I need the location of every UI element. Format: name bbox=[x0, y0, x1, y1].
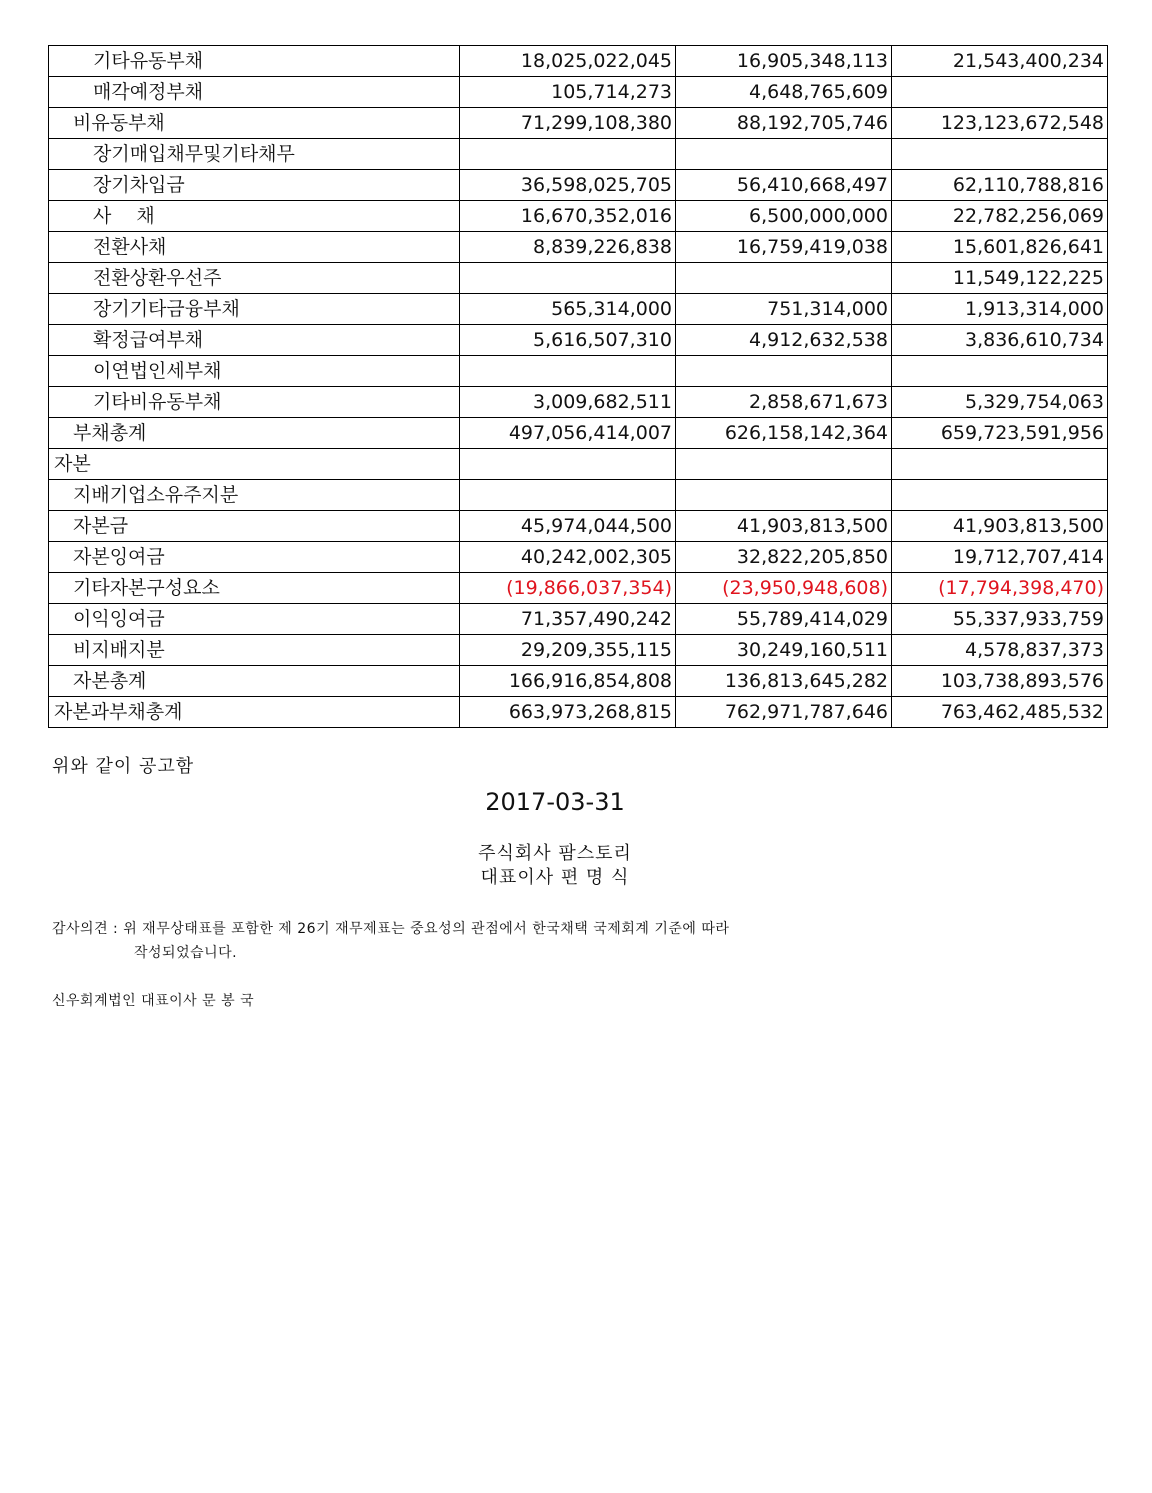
table-row bbox=[49, 449, 1108, 480]
amount-cell: 40,242,002,305 bbox=[460, 542, 676, 573]
amount-cell: 3,009,682,511 bbox=[460, 387, 676, 418]
amount-cell: (19,866,037,354) bbox=[460, 573, 676, 604]
amount-cell: 8,839,226,838 bbox=[460, 232, 676, 263]
amount-cell: 15,601,826,641 bbox=[892, 232, 1108, 263]
row-label: 기타비유동부채 bbox=[49, 387, 460, 418]
table-row bbox=[49, 170, 1108, 201]
amount-cell bbox=[676, 449, 892, 480]
amount-cell bbox=[676, 263, 892, 294]
row-label: 자본잉여금 bbox=[49, 542, 460, 573]
amount-cell: 55,789,414,029 bbox=[676, 604, 892, 635]
balance-sheet-body bbox=[49, 46, 1108, 728]
table-row bbox=[49, 542, 1108, 573]
table-row bbox=[49, 666, 1108, 697]
announcement-date: 2017-03-31 bbox=[485, 788, 625, 816]
amount-cell bbox=[460, 139, 676, 170]
ceo-name: 대표이사 편 명 식 bbox=[480, 867, 630, 888]
amount-cell: 166,916,854,808 bbox=[460, 666, 676, 697]
audit-opinion-line2: 작성되었습니다. bbox=[134, 945, 238, 961]
amount-cell: 565,314,000 bbox=[460, 294, 676, 325]
amount-cell: 5,616,507,310 bbox=[460, 325, 676, 356]
amount-cell bbox=[676, 139, 892, 170]
row-label: 자본금 bbox=[49, 511, 460, 542]
amount-cell: 751,314,000 bbox=[676, 294, 892, 325]
table-row bbox=[49, 108, 1108, 139]
table-row bbox=[49, 232, 1108, 263]
table-row bbox=[49, 480, 1108, 511]
amount-cell: 41,903,813,500 bbox=[676, 511, 892, 542]
amount-cell: (23,950,948,608) bbox=[676, 573, 892, 604]
row-label: 지배기업소유주지분 bbox=[49, 480, 460, 511]
amount-cell bbox=[460, 263, 676, 294]
amount-cell: 21,543,400,234 bbox=[892, 46, 1108, 77]
table-row bbox=[49, 356, 1108, 387]
row-label: 기타자본구성요소 bbox=[49, 573, 460, 604]
amount-cell bbox=[460, 356, 676, 387]
amount-cell: 30,249,160,511 bbox=[676, 635, 892, 666]
row-label: 부채총계 bbox=[49, 418, 460, 449]
row-label: 비유동부채 bbox=[49, 108, 460, 139]
amount-cell: 136,813,645,282 bbox=[676, 666, 892, 697]
amount-cell: 1,913,314,000 bbox=[892, 294, 1108, 325]
notice-text: 위와 같이 공고함 bbox=[52, 756, 195, 777]
amount-cell bbox=[676, 480, 892, 511]
amount-cell: 19,712,707,414 bbox=[892, 542, 1108, 573]
row-label: 전환상환우선주 bbox=[49, 263, 460, 294]
row-label: 장기매입채무및기타채무 bbox=[49, 139, 460, 170]
amount-cell: 88,192,705,746 bbox=[676, 108, 892, 139]
amount-cell: 41,903,813,500 bbox=[892, 511, 1108, 542]
table-row bbox=[49, 294, 1108, 325]
amount-cell: 11,549,122,225 bbox=[892, 263, 1108, 294]
amount-cell: 4,578,837,373 bbox=[892, 635, 1108, 666]
row-label: 장기차입금 bbox=[49, 170, 460, 201]
table-row bbox=[49, 139, 1108, 170]
audit-opinion-line1: 감사의견 : 위 재무상태표를 포함한 제 26기 재무제표는 중요성의 관점에서 한국채택 국제회계 기준에 따라 bbox=[52, 921, 730, 937]
amount-cell: 36,598,025,705 bbox=[460, 170, 676, 201]
amount-cell bbox=[460, 449, 676, 480]
table-row bbox=[49, 387, 1108, 418]
amount-cell: (17,794,398,470) bbox=[892, 573, 1108, 604]
amount-cell bbox=[676, 356, 892, 387]
amount-cell: 659,723,591,956 bbox=[892, 418, 1108, 449]
amount-cell: 62,110,788,816 bbox=[892, 170, 1108, 201]
amount-cell: 4,648,765,609 bbox=[676, 77, 892, 108]
amount-cell: 16,670,352,016 bbox=[460, 201, 676, 232]
row-label: 자본총계 bbox=[49, 666, 460, 697]
amount-cell: 32,822,205,850 bbox=[676, 542, 892, 573]
company-block bbox=[0, 842, 1110, 890]
amount-cell: 55,337,933,759 bbox=[892, 604, 1108, 635]
balance-sheet-table bbox=[48, 45, 1108, 728]
row-label: 전환사채 bbox=[49, 232, 460, 263]
amount-cell: 762,971,787,646 bbox=[676, 697, 892, 728]
table-row bbox=[49, 511, 1108, 542]
amount-cell: 16,905,348,113 bbox=[676, 46, 892, 77]
amount-cell bbox=[460, 480, 676, 511]
row-label: 장기기타금융부채 bbox=[49, 294, 460, 325]
table-row bbox=[49, 201, 1108, 232]
amount-cell: 5,329,754,063 bbox=[892, 387, 1108, 418]
row-label: 자본과부채총계 bbox=[49, 697, 460, 728]
row-label: 확정급여부채 bbox=[49, 325, 460, 356]
amount-cell: 16,759,419,038 bbox=[676, 232, 892, 263]
table-row bbox=[49, 573, 1108, 604]
table-row bbox=[49, 635, 1108, 666]
amount-cell: 22,782,256,069 bbox=[892, 201, 1108, 232]
amount-cell: 71,299,108,380 bbox=[460, 108, 676, 139]
table-row bbox=[49, 418, 1108, 449]
amount-cell: 123,123,672,548 bbox=[892, 108, 1108, 139]
amount-cell: 105,714,273 bbox=[460, 77, 676, 108]
amount-cell bbox=[892, 480, 1108, 511]
amount-cell: 497,056,414,007 bbox=[460, 418, 676, 449]
row-label: 매각예정부채 bbox=[49, 77, 460, 108]
amount-cell bbox=[892, 139, 1108, 170]
company-name: 주식회사 팜스토리 bbox=[478, 843, 632, 864]
amount-cell: 3,836,610,734 bbox=[892, 325, 1108, 356]
table-row bbox=[49, 697, 1108, 728]
table-row bbox=[49, 263, 1108, 294]
amount-cell: 103,738,893,576 bbox=[892, 666, 1108, 697]
amount-cell: 18,025,022,045 bbox=[460, 46, 676, 77]
table-row bbox=[49, 325, 1108, 356]
amount-cell: 763,462,485,532 bbox=[892, 697, 1108, 728]
auditor-name: 신우회계법인 대표이사 문 봉 국 bbox=[52, 993, 255, 1009]
row-label: 이연법인세부채 bbox=[49, 356, 460, 387]
table-row bbox=[49, 46, 1108, 77]
table-row bbox=[49, 77, 1108, 108]
amount-cell: 626,158,142,364 bbox=[676, 418, 892, 449]
table-row bbox=[49, 604, 1108, 635]
amount-cell: 29,209,355,115 bbox=[460, 635, 676, 666]
amount-cell: 56,410,668,497 bbox=[676, 170, 892, 201]
amount-cell: 6,500,000,000 bbox=[676, 201, 892, 232]
amount-cell bbox=[892, 77, 1108, 108]
amount-cell: 4,912,632,538 bbox=[676, 325, 892, 356]
amount-cell: 71,357,490,242 bbox=[460, 604, 676, 635]
amount-cell: 2,858,671,673 bbox=[676, 387, 892, 418]
amount-cell bbox=[892, 356, 1108, 387]
row-label: 자본 bbox=[49, 449, 460, 480]
amount-cell bbox=[892, 449, 1108, 480]
amount-cell: 45,974,044,500 bbox=[460, 511, 676, 542]
amount-cell: 663,973,268,815 bbox=[460, 697, 676, 728]
row-label: 이익잉여금 bbox=[49, 604, 460, 635]
row-label: 사 채 bbox=[49, 201, 460, 232]
row-label: 기타유동부채 bbox=[49, 46, 460, 77]
row-label: 비지배지분 bbox=[49, 635, 460, 666]
